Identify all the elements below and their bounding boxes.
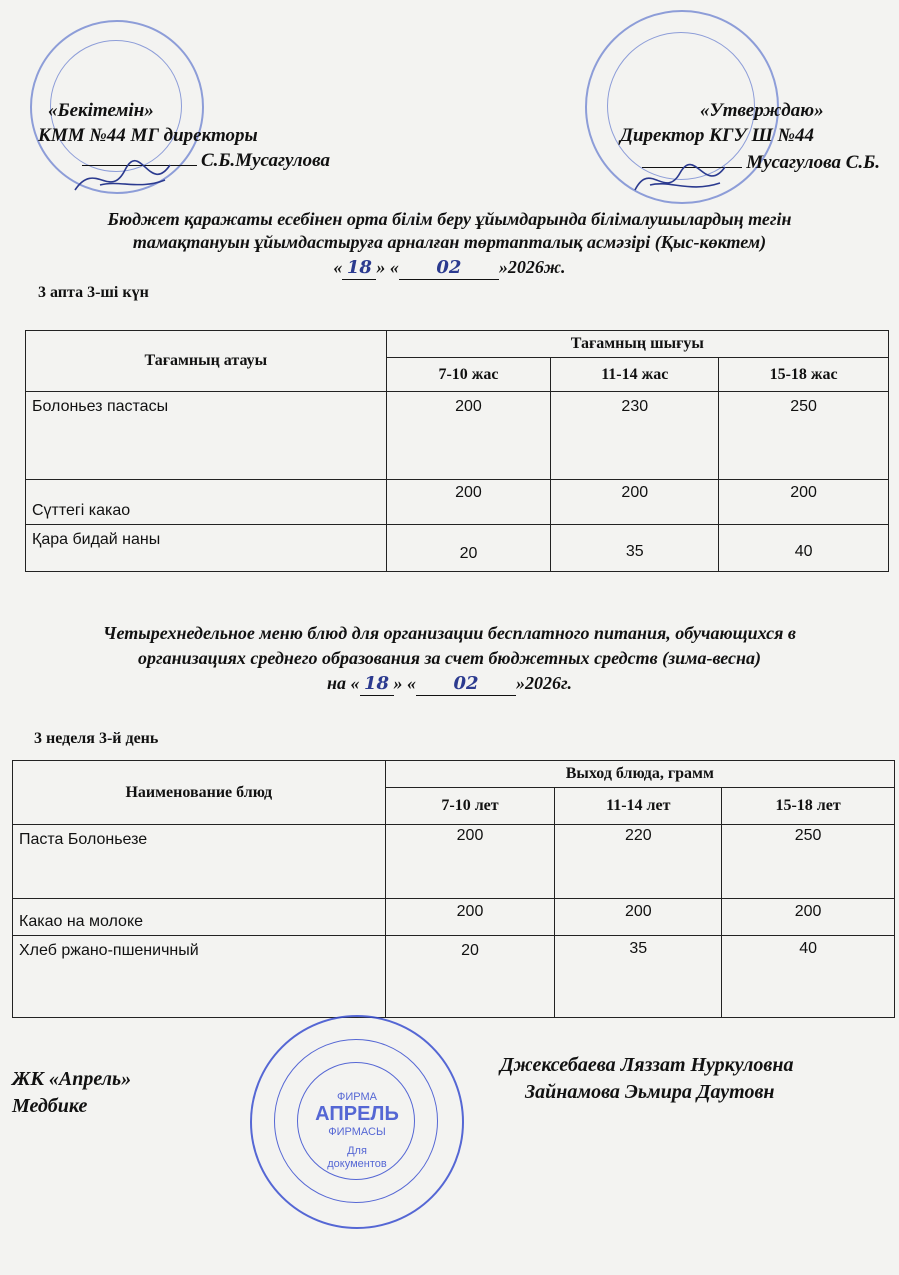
ru-age-col: 15-18 лет [722, 788, 895, 825]
dish-name: Паста Болоньезе [13, 825, 386, 899]
approval-kz-position: КММ №44 МГ директоры [38, 125, 258, 146]
kz-date-day: 18 [342, 257, 376, 280]
kz-menu-table [25, 330, 889, 572]
dish-name: Какао на молоке [13, 899, 386, 936]
portion-value: 35 [555, 936, 722, 1018]
ru-title-line2: организациях среднего образования за счет бюджетных средств (зима-весна) [137, 648, 762, 668]
kz-age-col: 15-18 жас [719, 358, 889, 392]
portion-value: 40 [719, 525, 889, 572]
signature-right [630, 155, 730, 205]
footer-company: ЖК «Апрель» [12, 1068, 132, 1090]
ru-col-group: Выход блюда, грамм [385, 761, 894, 788]
kz-age-col: 7-10 жас [386, 358, 551, 392]
ru-age-col: 11-14 лет [555, 788, 722, 825]
portion-value: 230 [551, 392, 719, 480]
portion-value: 35 [551, 525, 719, 572]
approval-kz-name-text: С.Б.Мусагулова [200, 150, 330, 171]
kz-age-col: 11-14 жас [551, 358, 719, 392]
stamp-line3: ФИРМАСЫ [328, 1126, 386, 1138]
kz-day-label: 3 апта 3-ші күн [38, 284, 149, 301]
kz-date-suffix: 2026ж. [507, 257, 566, 277]
dish-name: Хлеб ржано-пшеничный [13, 936, 386, 1018]
ru-date-prefix: на « [327, 673, 360, 693]
dish-name: Болоньез пастасы [26, 392, 387, 480]
kz-date-line: « 18 » « 02 »2026ж. [333, 257, 566, 278]
signature-left [70, 150, 180, 205]
portion-value: 220 [555, 825, 722, 899]
kz-title-line2: тамақтануын ұйымдастыруға арналған төртапталық асмәзірі (Қыс-көктем) [132, 232, 767, 252]
portion-value: 20 [385, 936, 555, 1018]
dish-name: Қара бидай наны [26, 525, 387, 572]
portion-value: 200 [385, 899, 555, 936]
ru-date-line: на « 18 » « 02 »2026г. [327, 673, 572, 694]
dish-name: Сүттегі какао [26, 480, 387, 525]
approval-kz-label: «Бекітемін» [48, 100, 154, 121]
ru-date-suffix: 2026г. [525, 673, 572, 693]
approval-ru-label: «Утверждаю» [700, 100, 824, 121]
portion-value: 40 [722, 936, 895, 1018]
table-row [13, 936, 895, 1018]
portion-value: 200 [386, 392, 551, 480]
kz-col-group: Тағамның шығуы [386, 331, 888, 358]
company-stamp [250, 1015, 464, 1229]
stamp-line2: АПРЕЛЬ [315, 1103, 399, 1125]
portion-value: 200 [386, 480, 551, 525]
ru-title-line1: Четырехнедельное меню блюд для организации бесплатного питания, обучающихся в [103, 623, 796, 643]
ru-age-col: 7-10 лет [385, 788, 555, 825]
table-row [26, 525, 889, 572]
portion-value: 20 [386, 525, 551, 572]
table-row [13, 825, 895, 899]
table-row [26, 480, 889, 525]
approval-ru-position: Директор КГУ Ш №44 [620, 125, 814, 146]
approval-ru-name-text: Мусагулова С.Б. [746, 152, 880, 173]
portion-value: 250 [719, 392, 889, 480]
portion-value: 200 [719, 480, 889, 525]
ru-col-name: Наименование блюд [13, 761, 386, 825]
kz-date-month: 02 [399, 257, 499, 280]
portion-value: 250 [722, 825, 895, 899]
footer-role: Медбике [12, 1095, 88, 1117]
ru-date-day: 18 [360, 673, 394, 696]
ru-menu-table [12, 760, 895, 1018]
portion-value: 200 [385, 825, 555, 899]
ru-day-label: 3 неделя 3-й день [34, 730, 159, 747]
footer-person-2: Зайнамова Эьмира Даутовн [525, 1081, 775, 1103]
table-row [26, 392, 889, 480]
ru-date-month: 02 [416, 673, 516, 696]
kz-title-line1: Бюджет қаражаты есебінен орта білім беру ұйымдарында білімалушылардың тегін [107, 209, 792, 229]
kz-col-name: Тағамның атауы [26, 331, 387, 392]
portion-value: 200 [722, 899, 895, 936]
stamp-line1: ФИРМА [337, 1091, 377, 1103]
table-row [13, 899, 895, 936]
footer-person-1: Джексебаева Ляззат Нуркуловна [500, 1054, 794, 1076]
stamp-line5: документов [327, 1158, 387, 1170]
stamp-line4: Для [347, 1145, 367, 1157]
portion-value: 200 [555, 899, 722, 936]
portion-value: 200 [551, 480, 719, 525]
